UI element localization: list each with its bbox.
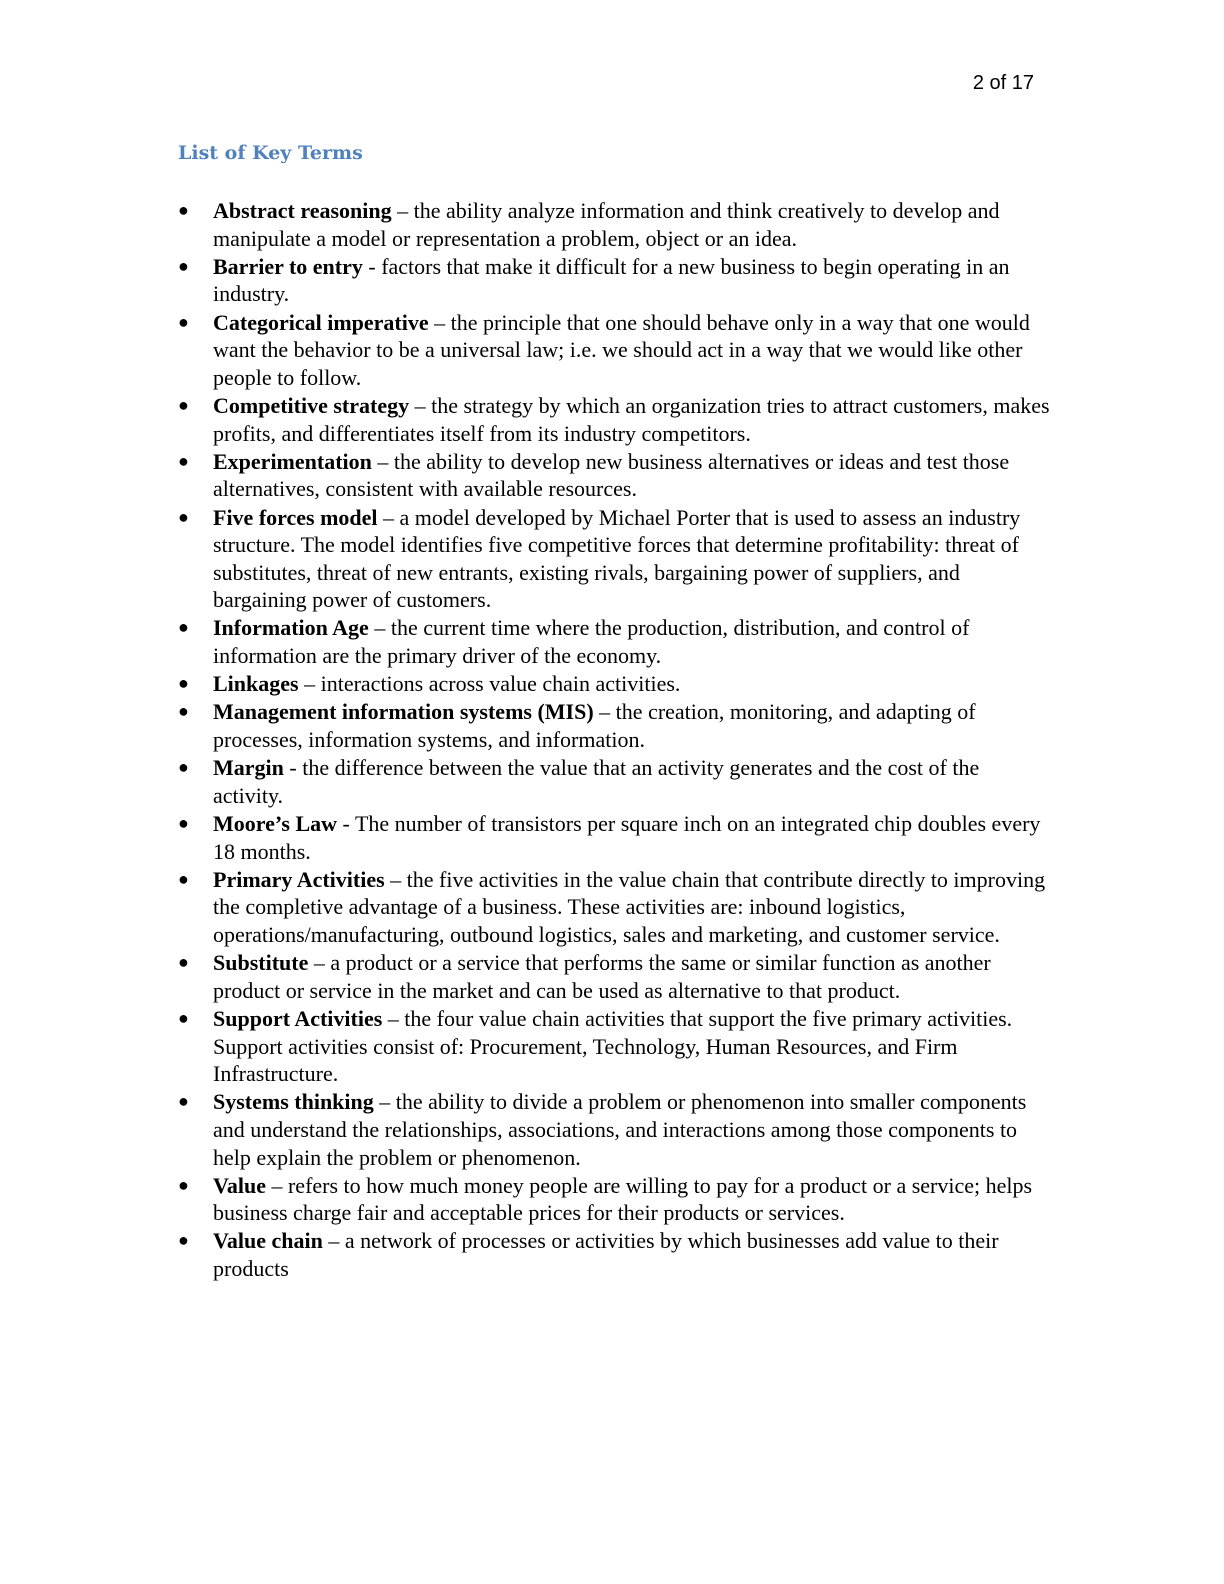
term-name: Support Activities (213, 1005, 383, 1031)
term-name: Value chain (213, 1228, 323, 1254)
term-name: Categorical imperative (213, 309, 429, 335)
bullet-icon: ● (178, 200, 189, 220)
term-name: Margin (213, 755, 284, 781)
bullet-icon: ● (178, 506, 189, 527)
list-item (178, 1172, 1050, 1227)
bullet-icon: ● (178, 813, 189, 833)
bullet-icon: ● (178, 1007, 189, 1028)
bullet-icon: ● (178, 868, 189, 889)
term-name: Abstract reasoning (213, 198, 392, 223)
term-name: Substitute (213, 950, 309, 976)
term-separator: – (428, 309, 451, 335)
term-definition: the principle that one should behave only in a way that one would want the behavior to be a universal law; i.e. we should act in a way that we would like other people to follow. (213, 309, 1030, 390)
term-name: Linkages (213, 671, 299, 697)
term-definition: the ability analyze information and think creatively to develop and manipulate a model or representation a problem, object or an idea. (213, 198, 1000, 251)
term-definition: the ability to develop new business alternatives or ideas and test those alternatives, consistent with available resources. (213, 448, 1010, 502)
term-definition: refers to how much money people are willing to pay for a product or a service; helps business charge fair and acceptable prices for their products or services. (213, 1172, 1033, 1226)
term-separator: – (265, 1172, 288, 1198)
term-separator: - (283, 755, 303, 781)
term-separator: – (373, 1089, 396, 1115)
list-item (178, 253, 1050, 308)
term-definition: a product or a service that performs the same or similar function as another product or service in the market and can be used as alternative to that product. (213, 950, 991, 1003)
bullet-icon: ● (178, 394, 189, 415)
term-separator: – (322, 1228, 345, 1254)
term-name: Five forces model (213, 504, 378, 530)
term-definition: the four value chain activities that support the five primary activities. Support activities consist of: Procurement, Technology, Human Resources, and Firm Infrastructure. (213, 1005, 1013, 1087)
term-definition: a model developed by Michael Porter that is used to assess an industry structure. The model identifies five competitive forces that determine profitability: threat of substitutes, threat of new entrants, existing rivals, bargaining power of suppliers, and bargaining power of customers. (213, 504, 1021, 613)
list-item (178, 1227, 1050, 1282)
term-separator: – (308, 950, 331, 976)
section-heading: List of Key Terms (178, 142, 363, 164)
list-item (178, 866, 1050, 949)
bullet-icon: ● (178, 1091, 189, 1112)
bullet-icon: ● (178, 311, 189, 332)
bullet-icon: ● (178, 1174, 189, 1195)
term-name: Systems thinking (213, 1089, 374, 1115)
list-item (178, 698, 1050, 753)
term-definition: the five activities in the value chain that contribute directly to improving the completive advantage of a business. These activities are: inbound logistics, operations/manufacturing, outbound logistics, sales and marketing, and customer service. (213, 866, 1046, 947)
term-definition: a network of processes or activities by which businesses add value to their products (213, 1228, 999, 1282)
term-separator: – (593, 699, 616, 725)
term-separator: – (409, 392, 432, 418)
term-separator: – (368, 615, 391, 641)
term-name: Competitive strategy (213, 392, 410, 418)
bullet-icon: ● (178, 617, 189, 638)
term-separator: – (371, 448, 394, 474)
list-item (178, 197, 1050, 252)
bullet-icon: ● (178, 450, 189, 471)
term-definition: the creation, monitoring, and adapting of processes, information systems, and information. (213, 699, 976, 753)
term-definition: the current time where the production, distribution, and control of information are the primary driver of the economy. (213, 615, 970, 669)
list-item (178, 504, 1050, 614)
bullet-icon: ● (178, 952, 189, 973)
term-definition: the ability to divide a problem or phenomenon into smaller components and understand the relationships, associations, and interactions among those components to help explain the problem or phenomenon. (213, 1089, 1027, 1170)
list-item (178, 949, 1050, 1004)
term-separator: – (391, 198, 414, 223)
term-separator: - (337, 811, 355, 836)
term-name: Moore’s Law (213, 811, 338, 836)
term-definition: the difference between the value that an activity generates and the cost of the activity. (213, 755, 980, 808)
list-item (178, 448, 1050, 503)
bullet-icon: ● (178, 673, 189, 694)
bullet-icon: ● (178, 255, 189, 276)
list-item (178, 754, 1050, 809)
list-item (178, 614, 1050, 669)
term-name: Management information systems (MIS) (213, 699, 594, 725)
term-name: Experimentation (213, 448, 372, 474)
term-separator: – (382, 1005, 405, 1031)
term-separator: – (377, 504, 400, 530)
term-name: Primary Activities (213, 866, 385, 892)
list-item (178, 670, 1050, 698)
key-terms-list (178, 197, 1050, 1283)
term-definition: The number of transistors per square inch on an integrated chip doubles every 18 months. (213, 811, 1041, 864)
term-definition: the strategy by which an organization tries to attract customers, makes profits, and differentiates itself from its industry competitors. (213, 392, 1050, 446)
term-definition: factors that make it difficult for a new business to begin operating in an industry. (213, 253, 1010, 307)
bullet-icon: ● (178, 757, 189, 778)
list-item (178, 1088, 1050, 1171)
bullet-icon: ● (178, 701, 189, 722)
page-number: 2 of 17 (972, 72, 1034, 94)
term-separator: – (384, 866, 407, 892)
term-name: Value (213, 1172, 266, 1198)
term-separator: – (298, 671, 321, 697)
list-item (178, 810, 1050, 865)
term-separator: - (362, 253, 382, 279)
list-item (178, 309, 1050, 392)
bullet-icon: ● (178, 1230, 189, 1251)
term-name: Information Age (213, 615, 369, 641)
list-item (178, 392, 1050, 447)
term-name: Barrier to entry (213, 253, 363, 279)
term-definition: interactions across value chain activities. (320, 671, 681, 697)
list-item (178, 1005, 1050, 1088)
